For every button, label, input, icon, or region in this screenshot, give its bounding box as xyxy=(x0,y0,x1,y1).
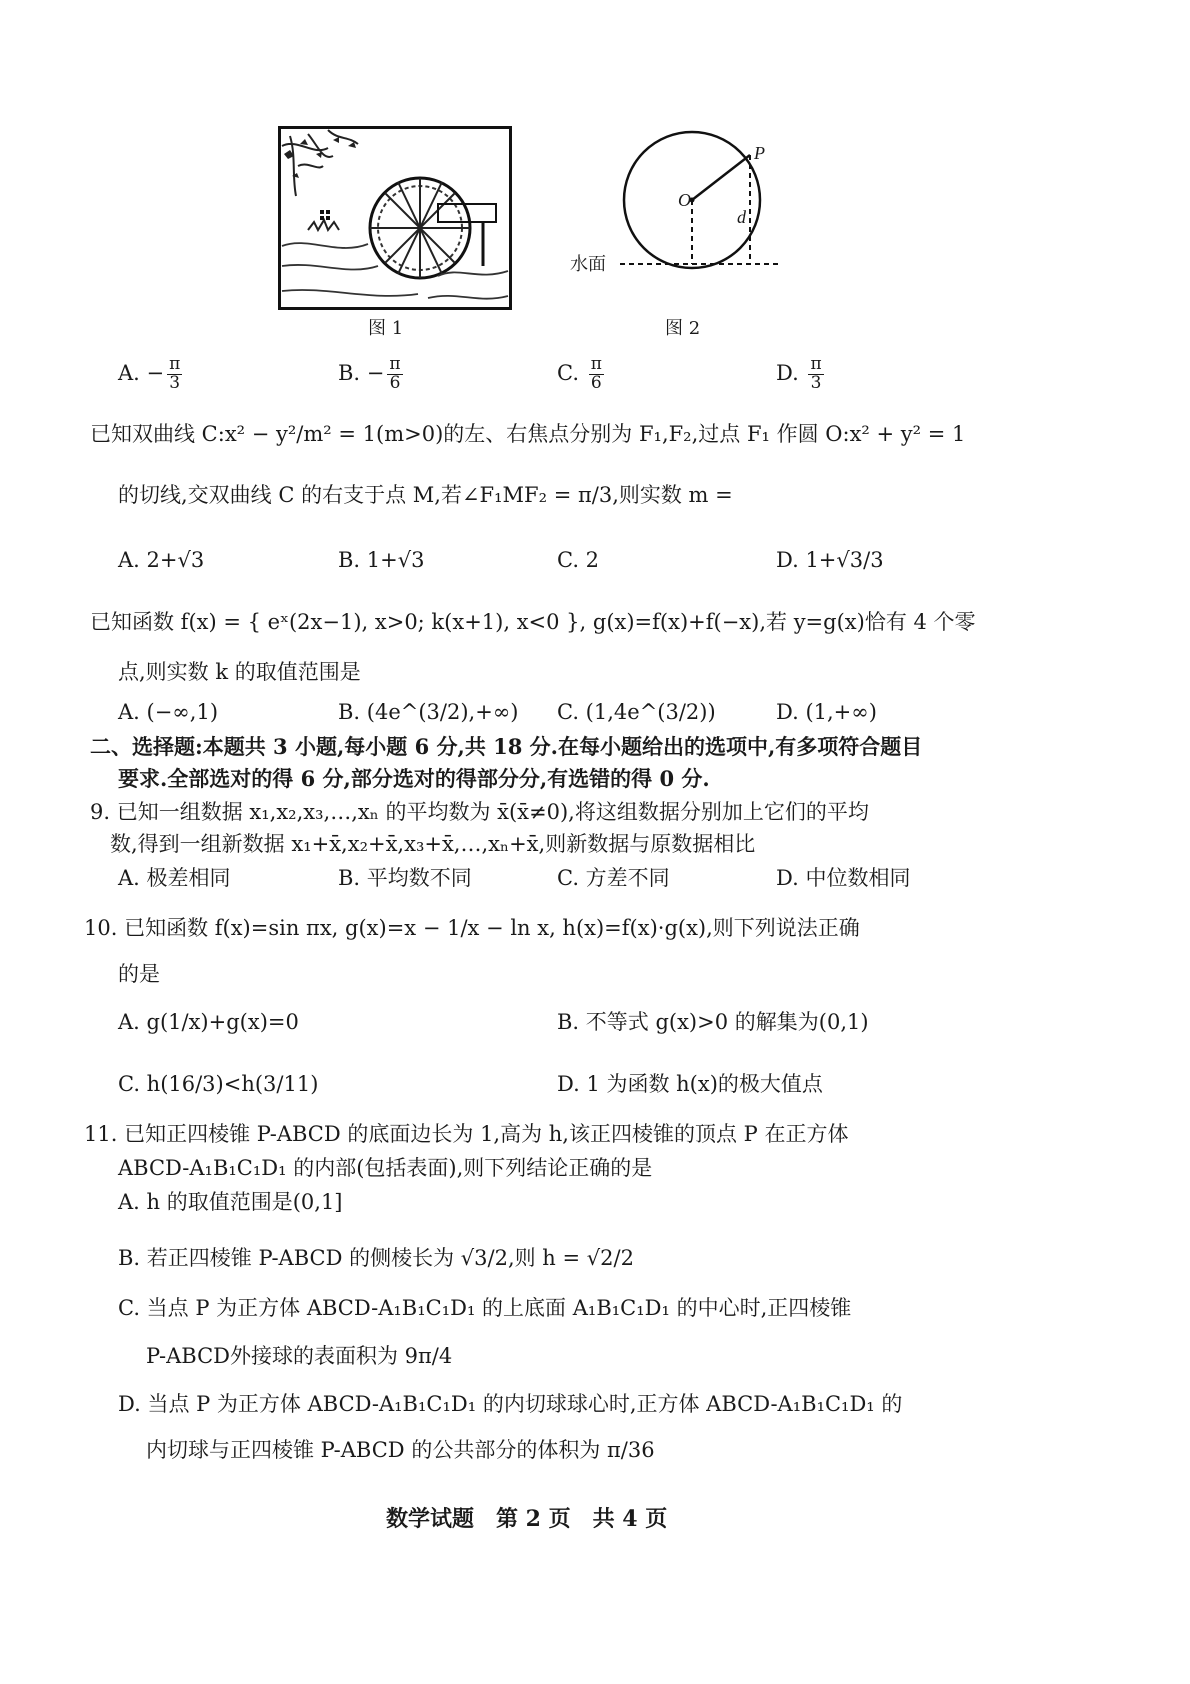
q10-line-1: 10. 已知函数 f(x)=sin πx, g(x)=x − 1/x − ln x, h(x)=f(x)·g(x),则下列说法正确 xyxy=(84,916,860,940)
q10-option-b: B. 不等式 g(x)>0 的解集为(0,1) xyxy=(557,1010,869,1034)
q9-option-c: C. 方差不同 xyxy=(557,866,670,890)
q9-option-b: B. 平均数不同 xyxy=(338,866,472,890)
q11-option-b: B. 若正四棱锥 P-ABCD 的侧棱长为 √3/2,则 h = √2/2 xyxy=(118,1246,634,1270)
q10-option-a: A. g(1/x)+g(x)=0 xyxy=(118,1010,299,1034)
q11-option-c-line-1: C. 当点 P 为正方体 ABCD-A₁B₁C₁D₁ 的上底面 A₁B₁C₁D₁ 的中心时,正四棱锥 xyxy=(118,1296,852,1320)
q6-option-d: D. $\frac{\pi}{3}$ xyxy=(776,354,822,393)
figure-2-caption: 图 2 xyxy=(665,318,701,339)
q9-option-d: D. 中位数相同 xyxy=(776,866,911,890)
point-p-label: P xyxy=(754,143,765,163)
section-2-heading-line-2: 要求.全部选对的得 6 分,部分选对的得部分分,有选错的得 0 分. xyxy=(118,766,710,791)
q8-option-b: B. (4e^(3/2),+∞) xyxy=(338,700,519,724)
q7-option-a: A. 2+√3 xyxy=(118,548,205,572)
distance-d-label: d xyxy=(737,207,746,227)
q9-line-2: 数,得到一组新数据 x₁+x̄,x₂+x̄,x₃+x̄,…,xₙ+x̄,则新数据与原数据相比 xyxy=(110,832,756,856)
q11-option-a: A. h 的取值范围是(0,1] xyxy=(118,1190,343,1214)
q11-option-d-line-2: 内切球与正四棱锥 P-ABCD 的公共部分的体积为 π/36 xyxy=(146,1438,655,1462)
q8-option-c: C. (1,4e^(3/2)) xyxy=(557,700,716,724)
q6-option-c: C. $\frac{\pi}{6}$ xyxy=(557,354,602,393)
q10-line-2: 的是 xyxy=(118,962,160,986)
q6-option-a: A. − $\frac{\pi}{3}$ xyxy=(118,354,181,393)
water-wheel-illustration xyxy=(278,126,512,310)
q8-line-1: 已知函数 f(x) = { eˣ(2x−1), x>0; k(x+1), x<0 }, g(x)=f(x)+f(−x),若 y=g(x)恰有 4 个零 xyxy=(90,610,976,634)
q7-line-2: 的切线,交双曲线 C 的右支于点 M,若∠F₁MF₂ = π/3,则实数 m = xyxy=(118,483,733,507)
q11-line-1: 11. 已知正四棱锥 P-ABCD 的底面边长为 1,高为 h,该正四棱锥的顶点 P 在正方体 xyxy=(84,1122,849,1146)
q7-option-b: B. 1+√3 xyxy=(338,548,425,572)
q11-line-2: ABCD-A₁B₁C₁D₁ 的内部(包括表面),则下列结论正确的是 xyxy=(118,1156,653,1180)
section-2-heading-line-1: 二、选择题:本题共 3 小题,每小题 6 分,共 18 分.在每小题给出的选项中,有多项符合题目 xyxy=(90,734,923,759)
point-o-label: O xyxy=(678,190,691,210)
q6-option-b: B. − $\frac{\pi}{6}$ xyxy=(338,354,401,393)
page-footer: 数学试题 第 2 页 共 4 页 xyxy=(386,1506,668,1532)
q10-option-c: C. h(16/3)<h(3/11) xyxy=(118,1072,319,1096)
q7-option-c: C. 2 xyxy=(557,548,600,572)
q8-option-a: A. (−∞,1) xyxy=(118,700,219,724)
q7-line-1: 已知双曲线 C:x² − y²/m² = 1(m>0)的左、右焦点分别为 F₁,F₂,过点 F₁ 作圆 O:x² + y² = 1 xyxy=(90,422,966,446)
q8-line-2: 点,则实数 k 的取值范围是 xyxy=(118,660,361,684)
figure-1-caption: 图 1 xyxy=(368,318,404,339)
q9-line-1: 9. 已知一组数据 x₁,x₂,x₃,…,xₙ 的平均数为 x̄(x̄≠0),将这组数据分别加上它们的平均 xyxy=(90,800,869,824)
water-surface-label: 水面 xyxy=(570,254,606,275)
q9-option-a: A. 极差相同 xyxy=(118,866,231,890)
q10-option-d: D. 1 为函数 h(x)的极大值点 xyxy=(557,1072,823,1096)
q7-option-d: D. 1+√3/3 xyxy=(776,548,884,572)
q11-option-d-line-1: D. 当点 P 为正方体 ABCD-A₁B₁C₁D₁ 的内切球球心时,正方体 ABCD-A₁B₁C₁D₁ 的 xyxy=(118,1392,903,1416)
q11-option-c-line-2: P-ABCD外接球的表面积为 9π/4 xyxy=(146,1344,453,1368)
q8-option-d: D. (1,+∞) xyxy=(776,700,877,724)
